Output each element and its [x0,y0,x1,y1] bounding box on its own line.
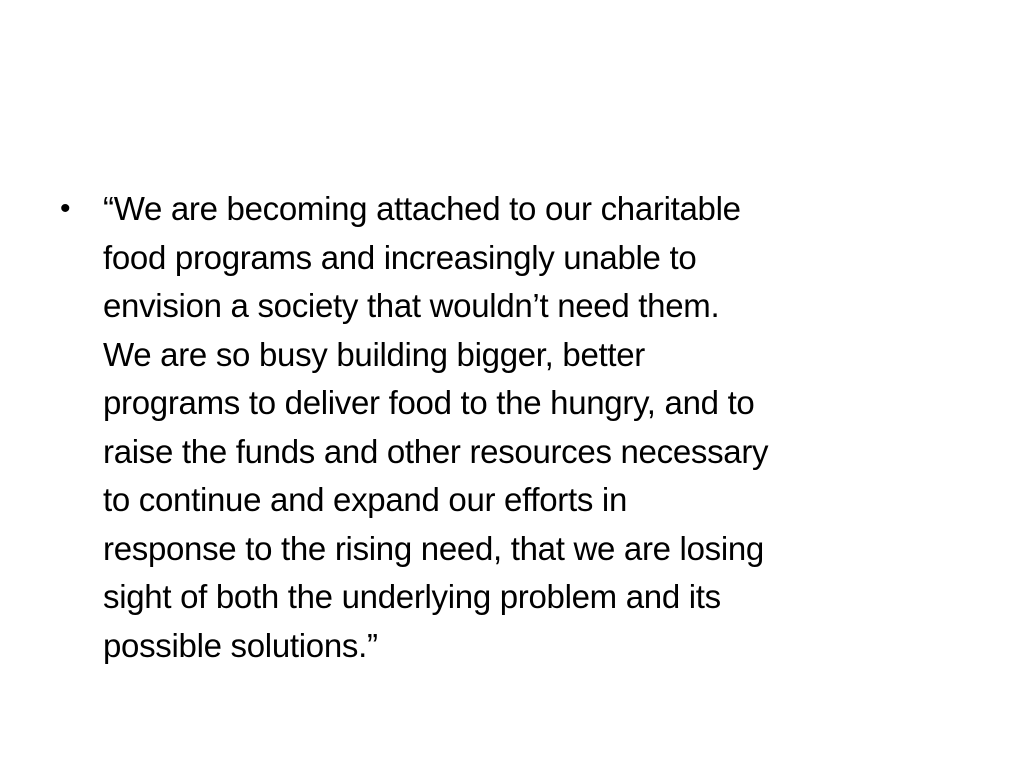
quote-text [103,185,768,670]
quote-bullet-item [58,185,968,670]
quote-line: response to the rising need, that we are losing [103,529,764,567]
quote-line: “We are becoming attached to our charitable [103,190,741,227]
quote-line: We are so busy building bigger, better [103,335,645,373]
quote-line: to continue and expand our efforts in [103,481,628,518]
bullet-icon: • [60,192,71,225]
quote-line: sight of both the underlying problem and its [103,578,721,615]
slide-body [58,185,968,670]
quote-line: programs to deliver food to the hungry, and to [103,384,755,421]
quote-line: raise the funds and other resources necessary [103,432,769,470]
quote-line: food programs and increasingly unable to [103,238,697,276]
quote-line: possible solutions.” [103,626,378,664]
quote-line: envision a society that wouldn’t need them. [103,287,720,324]
